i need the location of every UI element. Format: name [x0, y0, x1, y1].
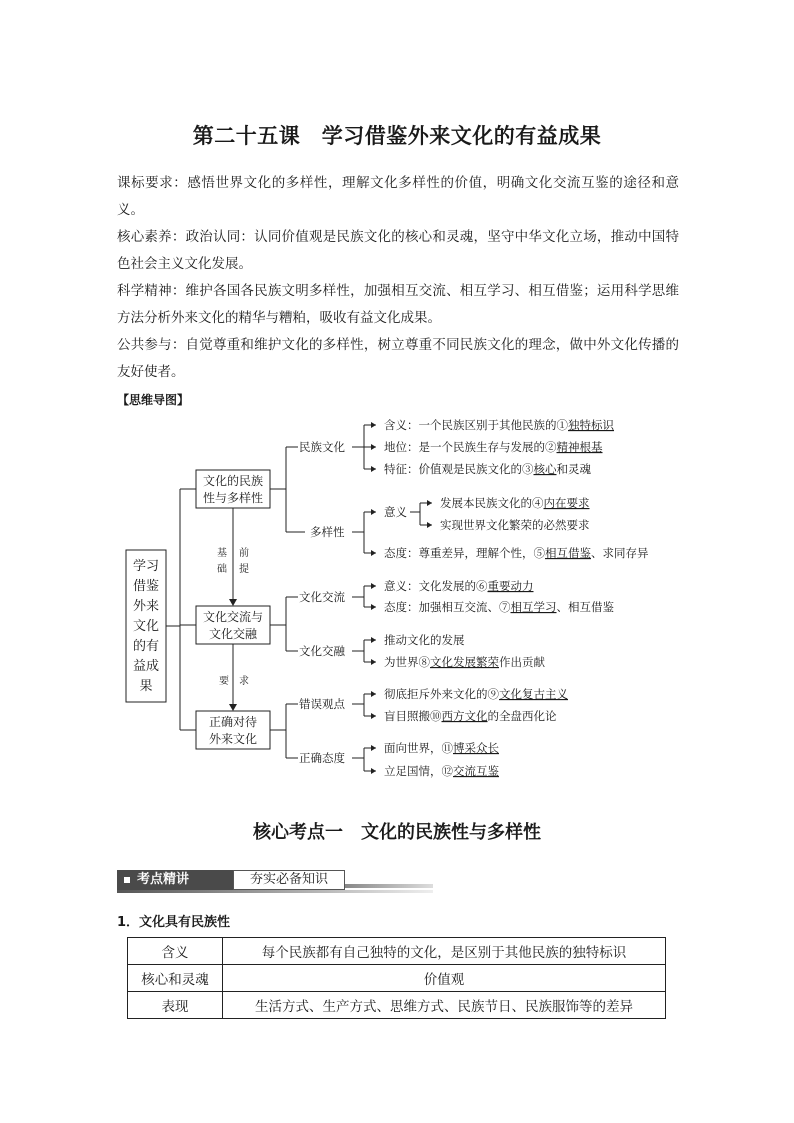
subheading: 1．文化具有民族性 [117, 915, 231, 930]
table-row [128, 992, 666, 1019]
table-key: 核心和灵魂 [128, 965, 223, 992]
topic-3-line: 正确对待 [208, 715, 258, 729]
leaf-5: 实现世界文化繁荣的必然要求 [440, 518, 590, 532]
square-bullet-icon [124, 877, 130, 883]
leaf-12: 盲目照搬⑩西方文化的全盘西化论 [384, 709, 557, 723]
branch-cuowu: 错误观点 [299, 697, 345, 711]
banner-decor-line [345, 884, 433, 888]
topic-box-3 [196, 711, 270, 749]
page-title: 第二十五课 学习借鉴外来文化的有益成果 [192, 124, 602, 148]
link-label: 提 [239, 564, 249, 575]
root-line: 文化 [132, 619, 160, 634]
leaf-14: 立足国情，⑫交流互鉴 [384, 764, 499, 778]
leaf-9: 推动文化的发展 [384, 633, 465, 647]
section-banner [117, 870, 433, 892]
table-key: 表现 [128, 992, 223, 1019]
intro-science: 科学精神：维护各国各民族文明多样性，加强相互交流、相互学习、相互借鉴；运用科学思维方法分析外来文化的精华与糟粕，吸收有益文化成果。 [117, 283, 679, 326]
table-value: 价值观 [223, 965, 666, 992]
section-title: 核心考点一 文化的民族性与多样性 [253, 822, 541, 843]
link-label: 基 [217, 548, 227, 559]
table-value: 每个民族都有自己独特的文化，是区别于其他民族的独特标识 [223, 938, 666, 965]
leaf-2: 地位：是一个民族生存与发展的②精神根基 [384, 440, 603, 454]
arrow-down-icon [229, 704, 237, 711]
root-line: 借鉴 [132, 579, 160, 594]
link-label: 求 [239, 676, 249, 687]
leaf-7: 意义：文化发展的⑥重要动力 [384, 579, 534, 593]
arrow-down-icon [229, 599, 237, 606]
mindmap-label: 【思维导图】 [117, 393, 190, 407]
branch-jiaoliu: 文化交流 [299, 590, 345, 604]
banner-dark-label: 考点精讲 [117, 870, 233, 890]
intro-participation: 公共参与：自觉尊重和维护文化的多样性，树立尊重不同民族文化的理念，做中外文化传播的友好使者。 [117, 337, 679, 380]
root-line: 益成 [132, 659, 160, 674]
root-line: 的有 [132, 639, 160, 654]
leaf-10: 为世界⑧文化发展繁荣作出贡献 [384, 655, 545, 669]
table-row [128, 938, 666, 965]
root-line: 学习 [132, 559, 160, 574]
branch-zhengque: 正确态度 [299, 751, 345, 765]
topic-2-line: 文化交融 [208, 627, 258, 641]
table-value: 生活方式、生产方式、思维方式、民族节日、民族服饰等的差异 [223, 992, 666, 1019]
table-key: 含义 [128, 938, 223, 965]
ethnicity-table [127, 937, 666, 1019]
leaf-6: 态度：尊重差异，理解个性，⑤相互借鉴、求同存异 [384, 546, 649, 560]
intro-literacy: 核心素养：政治认同：认同价值观是民族文化的核心和灵魂，坚守中华文化立场，推动中国特色社会主义文化发展。 [117, 229, 679, 272]
banner-light-label: 夯实必备知识 [233, 870, 345, 890]
leaf-11: 彻底拒斥外来文化的⑨文化复古主义 [384, 687, 568, 701]
branch-duoyang: 多样性 [310, 525, 345, 539]
leaf-1: 含义：一个民族区别于其他民族的①独特标识 [384, 418, 614, 432]
root-line: 果 [139, 679, 153, 694]
leaf-8: 态度：加强相互交流、⑦相互学习、相互借鉴 [384, 600, 614, 614]
leaf-3: 特征：价值观是民族文化的③核心和灵魂 [384, 462, 591, 476]
table-row [128, 965, 666, 992]
topic-3-line: 外来文化 [208, 732, 258, 746]
branch-minzu: 民族文化 [299, 440, 345, 454]
topic-box-1 [196, 470, 270, 508]
leaf-13: 面向世界，⑪博采众长 [384, 741, 499, 755]
link-label: 前 [239, 548, 249, 559]
root-box [126, 550, 166, 702]
link-label: 要 [219, 676, 229, 687]
topic-box-2 [196, 606, 270, 644]
topic-1-line: 文化的民族 [202, 474, 264, 488]
topic-2-line: 文化交流与 [202, 610, 264, 624]
root-line: 外来 [132, 599, 160, 614]
intro-requirement: 课标要求：感悟世界文化的多样性，理解文化多样性的价值，明确文化交流互鉴的途径和意义。 [117, 175, 680, 218]
branch-jiaorong: 文化交融 [299, 644, 345, 658]
topic-1-line: 性与多样性 [202, 491, 264, 505]
leaf-4: 发展本民族文化的④内在要求 [440, 496, 590, 510]
banner-underline [117, 890, 433, 893]
branch-yiyi: 意义 [384, 505, 407, 519]
link-label: 础 [217, 564, 227, 575]
